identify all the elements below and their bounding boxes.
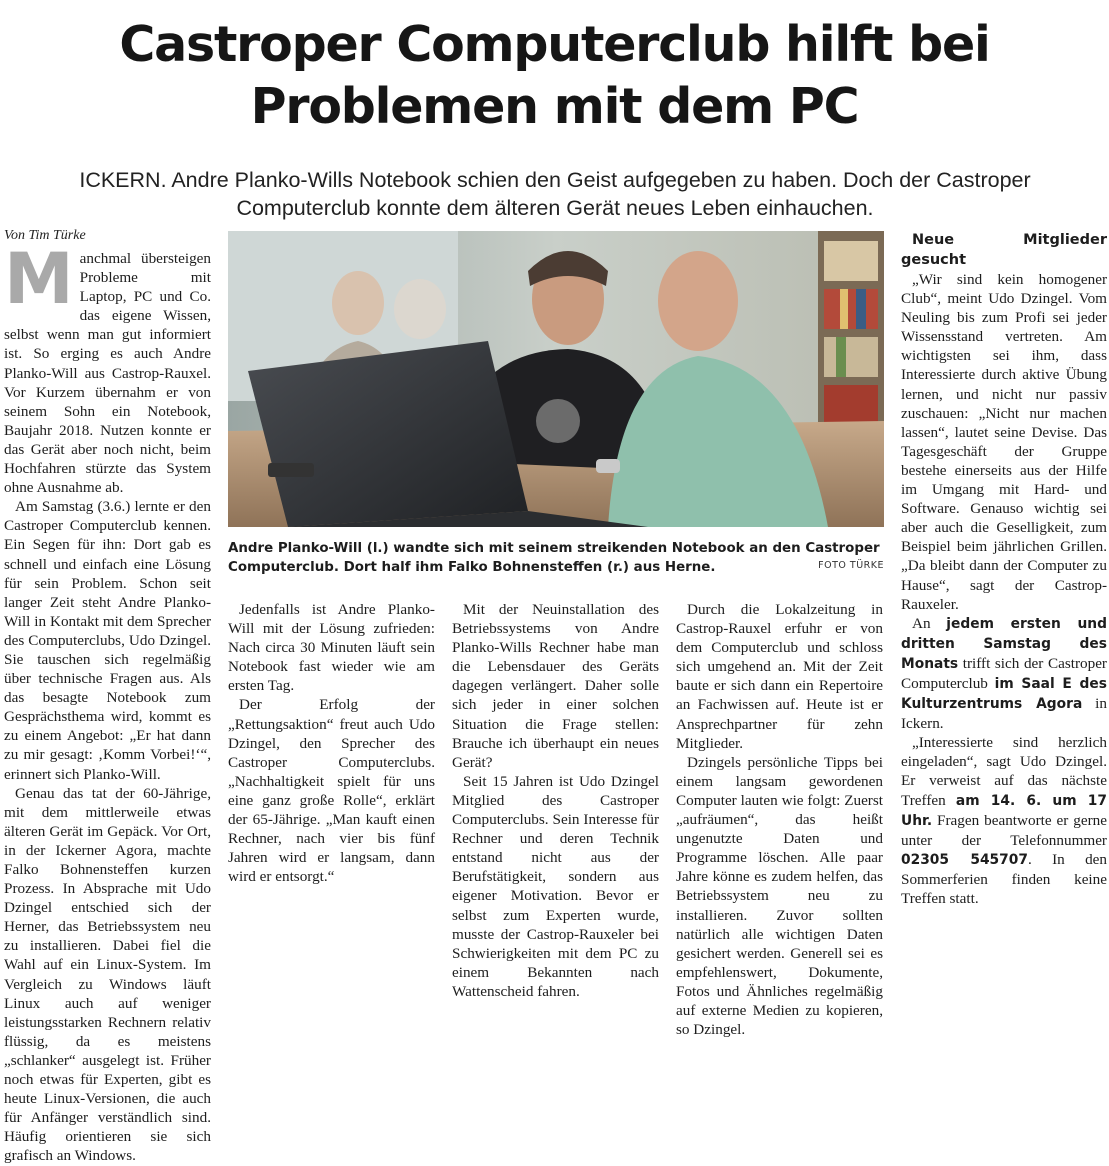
paragraph-4: Jedenfalls ist Andre Planko-Will mit der Lösung zufrieden: Nach circa 30 Minuten läuft sein Notebook fast wieder wie am ersten Tag. — [228, 601, 435, 695]
article-column-5 — [901, 230, 1107, 908]
article-column-2 — [228, 600, 435, 886]
paragraph-2: Am Samstag (3.6.) lernte er den Castroper Computerclub kennen. Ein Segen für ihn: Dort gab es schnell und einfach eine Lösung für sein Problem. Schon seit langer Zeit steht Andre Planko-Will in Kontakt mit dem Sprecher des Computerclubs, Udo Dzingel. Sie tauschen sich regelmäßig über technische Fragen aus. Als das besagte Notebook zum Gesprächsthema wird, kommt es zu einem Angebot: „Er hat dann zu mir gesagt: ‚Komm Vorbei!‘“, erinnert sich Planko-Will. — [4, 498, 211, 783]
paragraph-intro — [4, 238, 211, 497]
article-photo — [228, 231, 884, 527]
paragraph-9: Dzingels persönliche Tipps bei einem langsam gewordenen Computer lauten wie folgt: Zuerst „aufräumen“, das heißt ungenutzte Daten und Programme löschen. Alle paar Jahre könne es zudem helfen, das Betriebssystem neu zu installieren. Zuvor sollten natürlich alle wichtigen Daten gesichert werden. Generell sei es empfehlenswert, Dokumente, Fotos und Ähnliches regelmäßig auf externe Medien zu kopieren, so Dzingel. — [676, 753, 883, 1039]
meeting-location: im Saal E des Kulturzentrums Agora — [901, 675, 1107, 713]
photo-illustration — [228, 231, 884, 527]
section-subheading: Neue Mitglieder gesucht — [901, 232, 1107, 268]
article-column-1 — [4, 238, 211, 1166]
phone-number: 02305 545707 — [901, 851, 1028, 868]
meeting-days: jedem ersten und dritten Samstag des Monats — [901, 615, 1107, 672]
paragraph-1-text: anchmal übersteigen Probleme mit Laptop, PC und Co. das eigene Wissen, selbst wenn man gut informiert ist. So erging es auch Andre Planko-Will aus Castrop-Rauxel. Vor Kurzem übernahm er von seinem Sohn ein Notebook, Baujahr 2018. Nutzen konnte er das Gerät aber noch nicht, beim Hochfahren stürzte das System ohne Ausnahme ab. — [4, 250, 211, 497]
paragraph-5: Der Erfolg der „Rettungsaktion“ freut auch Udo Dzingel, den Sprecher des Castroper Computerclubs. „Nachhaltigkeit spielt für uns eine ganz große Rolle“, erklärt der 65-Jährige. „Man kauft einen Rechner, nach vier bis fünf Jahren wird er langsam, dann wird er entsorgt.“ — [228, 696, 435, 886]
p11-text-a: An — [912, 614, 947, 632]
article-lead: ICKERN. Andre Planko-Wills Notebook schien den Geist aufgegeben zu haben. Doch der Castroper Computerclub konnte dem älteren Gerät neues Leben einhauchen. — [79, 168, 1031, 220]
paragraph-7: Seit 15 Jahren ist Udo Dzingel Mitglied des Castroper Computerclubs. Sein Interesse für Rechner und deren Technik entstand nicht aus der Berufstätigkeit, sondern aus eigener Motivation. Bevor er selbst zum Experten wurde, musste der Castrop-Rauxeler bei Schwierigkeiten mit dem PC zu einem Bekannten nach Wattenscheid fahren. — [452, 772, 659, 1000]
p12-text-b: Fragen beantworte er gerne unter der Telefonnummer — [901, 811, 1107, 849]
p12-text-c: . In den Sommerferien finden keine Treffen statt. — [901, 850, 1107, 907]
paragraph-6: Mit der Neuinstallation des Betriebssystems von Andre Planko-Wills Rechner habe man die Lebensdauer des Geräts dagegen verlängert. Daher solle sich jeder in einer solchen Situation die Frage stellen: Brauche ich überhaupt ein neues Gerät? — [452, 601, 659, 771]
p11-text-b: trifft sich der Castroper Computerclub — [901, 654, 1107, 692]
photo-caption: Andre Planko-Will (l.) wandte sich mit seinem streikenden Notebook an den Castroper Computerclub. Dort half ihm Falko Bohnensteffen (r.) aus Herne. — [228, 541, 880, 575]
headline-line-1: Castroper Computerclub hilft bei — [119, 16, 990, 73]
photo-credit: FOTO TÜRKE — [818, 560, 884, 571]
paragraph-12 — [901, 733, 1107, 908]
article-headline — [0, 14, 1109, 138]
byline: Von Tim Türke — [4, 228, 86, 243]
article-column-3 — [452, 600, 659, 1001]
p11-text-c: in Ickern. — [901, 695, 1107, 733]
drop-cap: M — [4, 238, 74, 320]
paragraph-8: Durch die Lokalzeitung in Castrop-Rauxel erfuhr er von dem Computerclub und schloss sich umgehend an. Mit der Zeit baute er sich dann ein Repertoire an Fachwissen auf. Heute ist er Ansprechpartner für zehn Mitglieder. — [676, 601, 883, 752]
paragraph-10: „Wir sind kein homogener Club“, meint Udo Dzingel. Vom Neuling bis zum Profi sei jeder Wissensstand vertreten. Am wichtigsten sei ihm, dass Interessierte durch aktive Übung lernen, und nicht nur passiv zuschauen: „Nicht nur machen lassen“, lautet seine Devise. Das Tagesgeschäft der Gruppe bestehe einerseits aus der Hilfe im Umgang mit Hard- und Software. Genauso wichtig sei aber auch die Geselligkeit, zum Beispiel beim jährlichen Grillen. „Da bleibt dann der Computer zu Hause“, sagt der Castrop-Rauxeler. — [901, 271, 1107, 613]
article-column-4 — [676, 600, 883, 1039]
next-meeting-date: am 14. 6. um 17 Uhr. — [901, 792, 1107, 829]
paragraph-11 — [901, 614, 1107, 734]
paragraph-3: Genau das tat der 60-Jährige, mit dem mittlerweile etwas älteren Gerät im Gepäck. Vor Ort, in der Ickerner Agora, machte Falko Bohnensteffen kurzen Prozess. In Absprache mit Udo Dzingel entschied sich der Herner, das Betriebssystem neu zu installieren. Dabei fiel die Wahl auf ein Linux-System. Im Vergleich zu Windows läuft Linux auch auf weniger leistungsstarken Rechnern relativ flüssig, da es meistens „schlanker“ ausgelegt ist. Früher noch etwas für Experten, gibt es heute Linux-Versionen, die auch für Anfänger verständlich sind. Häufig orientieren sie sich grafisch an Windows. — [4, 784, 211, 1165]
headline-line-2: Problemen mit dem PC — [250, 78, 859, 135]
p12-text-a: „Interessierte sind herzlich eingeladen“, sagt Udo Dzingel. Er verweist auf das nächste Treffen — [901, 734, 1107, 809]
